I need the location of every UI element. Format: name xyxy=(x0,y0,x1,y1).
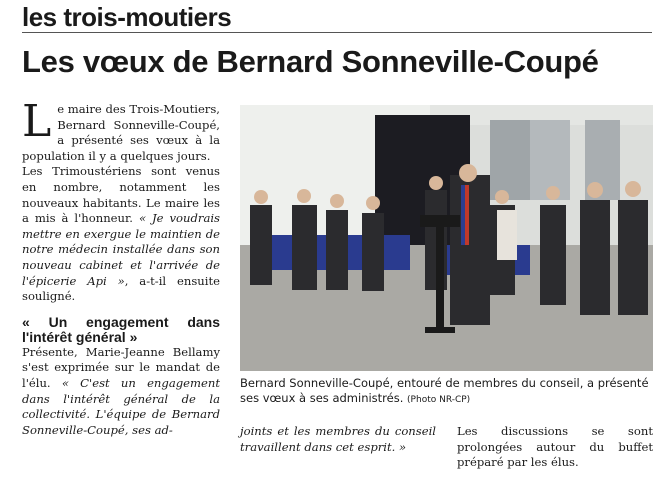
photo-credit: (Photo NR-CP) xyxy=(407,395,471,405)
article-column-2 xyxy=(240,424,436,455)
quote-1-attribution: , a-t-il ensuite souligné. xyxy=(22,273,220,304)
article-photo xyxy=(240,105,653,371)
article-headline: Les vœux de Bernard Sonneville-Coupé xyxy=(22,44,599,79)
drop-cap: L xyxy=(22,96,52,147)
paragraph-3-text: Présente, Marie-Jeanne Bellamy s'est exprimée sur le mandat de l'élu. xyxy=(22,344,220,390)
quote-1: « Je voudrais mettre en exergue le maintien de notre médecin installée dans son nouveau cabinet et l'arrivée de l'épicerie Api » xyxy=(22,211,221,288)
paragraph-2-text: Les Trimoustériens sont venus en nombre, notamment les nouveaux habitants. Le maire les a mis à l'honneur. xyxy=(22,164,220,226)
caption-text: Bernard Sonneville-Coupé, entouré de membres du conseil, a présenté ses vœux à ses administrés. xyxy=(240,376,649,405)
quote-2-part-2: joints et les membres du conseil travaillent dans cet esprit. » xyxy=(240,424,436,454)
section-title: les trois-moutiers xyxy=(22,2,232,32)
intertitle: « Un engagement dans l'intérêt général » xyxy=(22,313,220,345)
paragraph-2 xyxy=(22,164,220,304)
photo-illustration xyxy=(240,105,653,371)
section-rule xyxy=(22,32,652,33)
paragraph-4: Les discussions se sont prolongées autour du buffet préparé par les élus. xyxy=(457,424,653,470)
photo-caption xyxy=(240,376,653,408)
article-column-3 xyxy=(457,424,653,471)
article-column-1 xyxy=(22,96,221,438)
lead-paragraph xyxy=(22,96,220,164)
quote-2-part-1: « C'est un engagement dans l'intérêt général de la collectivité. L'équipe de Bernard Sonneville-Coupé, ses ad- xyxy=(22,375,221,437)
lead-text: e maire des Trois-Moutiers, Bernard Sonneville-Coupé, a présenté ses vœux à la population il y a quelques jours. xyxy=(22,102,220,163)
paragraph-3 xyxy=(22,345,220,439)
